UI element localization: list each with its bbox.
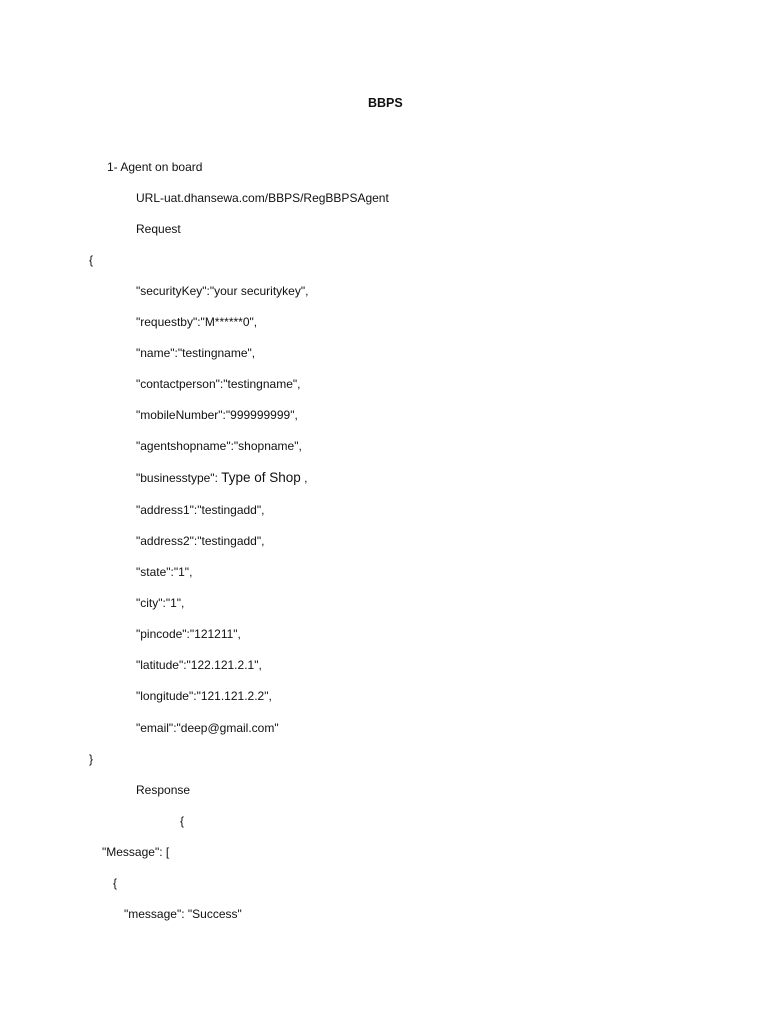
request-close-brace: }: [89, 752, 94, 766]
field-security-key: "securityKey":"your securitykey",: [136, 284, 309, 298]
response-open-brace: {: [180, 814, 185, 828]
field-mobile-number: "mobileNumber":"999999999",: [136, 408, 298, 422]
response-item-open-brace: {: [113, 876, 118, 890]
field-name: "name":"testingname",: [136, 346, 256, 360]
field-businesstype-value: Type of Shop: [221, 470, 301, 485]
field-agentshopname: "agentshopname":"shopname",: [136, 439, 302, 453]
field-businesstype-key: "businesstype":: [136, 471, 222, 485]
field-pincode: "pincode":"121211",: [136, 627, 241, 641]
field-email: "email":"deep@gmail.com": [136, 721, 279, 735]
field-state: "state":"1",: [136, 565, 193, 579]
field-city: "city":"1",: [136, 596, 185, 610]
field-address1: "address1":"testingadd",: [136, 503, 265, 517]
field-address2: "address2":"testingadd",: [136, 534, 265, 548]
field-latitude: "latitude":"122.121.2.1",: [136, 658, 262, 672]
endpoint-url: URL-uat.dhansewa.com/BBPS/RegBBPSAgent: [136, 191, 389, 205]
field-businesstype-suffix: ,: [300, 471, 308, 485]
field-requestby: "requestby":"M******0",: [136, 315, 258, 329]
page-title: BBPS: [368, 96, 403, 110]
response-message-key: "Message": [: [102, 845, 170, 859]
response-label: Response: [136, 783, 191, 797]
request-label: Request: [136, 222, 181, 236]
request-open-brace: {: [89, 253, 94, 267]
field-longitude: "longitude":"121.121.2.2",: [136, 689, 272, 703]
section-heading: 1- Agent on board: [107, 160, 203, 174]
field-contactperson: "contactperson":"testingname",: [136, 377, 301, 391]
field-businesstype: [136, 471, 307, 485]
response-message-value: "message": "Success": [124, 907, 242, 921]
